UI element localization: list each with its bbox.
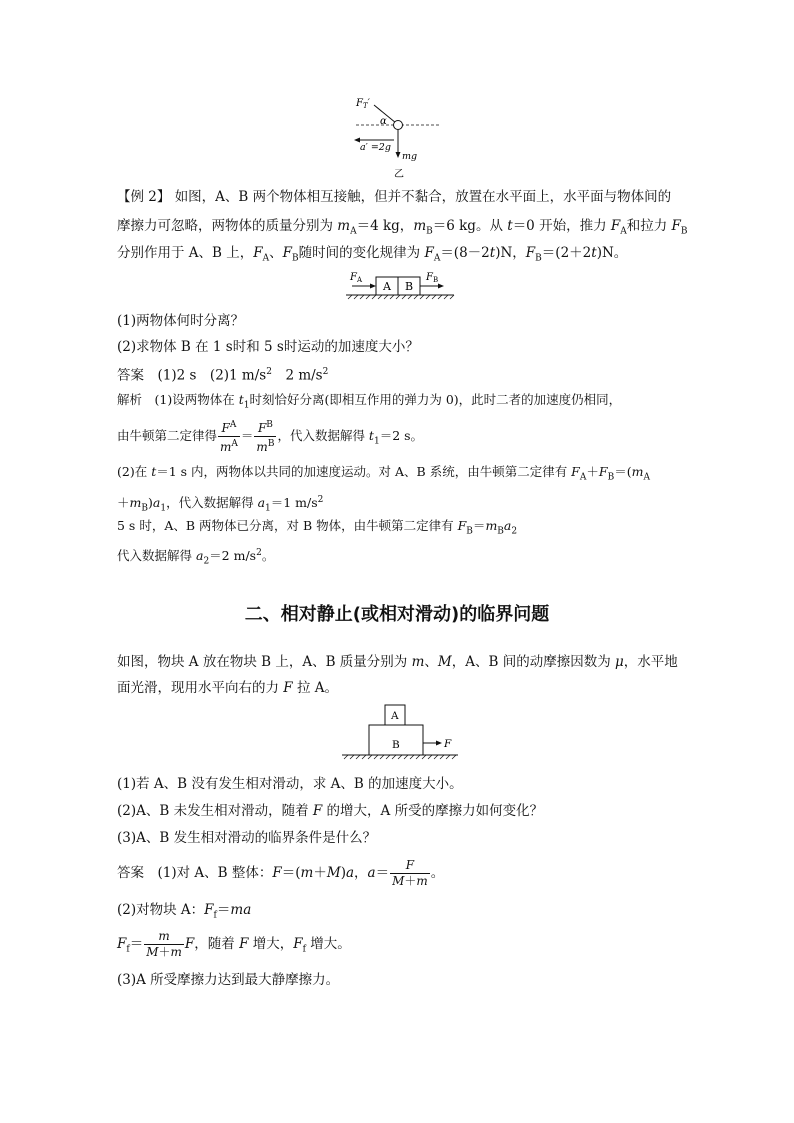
section-title: 二、相对静止(或相对滑动)的临界问题	[244, 604, 550, 625]
answer-2-line4: (3)A 所受摩擦力达到最大静摩擦力。	[117, 972, 340, 988]
analysis-line6: 代入数据解得 $a_2=2$ $m/s^2$。	[117, 548, 275, 567]
accel-label: a′ =2g	[360, 142, 391, 153]
question-1: (1)两物体何时分离？	[117, 313, 245, 329]
fraction-fb-mb: $\frac{F^B}{m^B}$	[256, 420, 275, 454]
block-b-label: B	[405, 280, 414, 293]
intro-line2: 面光滑，现用水平向右的力 F 拉 A。	[117, 680, 339, 696]
fb-label: $F_B$	[426, 272, 439, 284]
stack-b-label: B	[392, 739, 400, 751]
example2-line1: 【例 2】 如图，A、B 两个物体相互接触，但并不黏合，放置在水平面上，水平面与物体间的	[117, 189, 672, 205]
alpha-label: α	[380, 116, 387, 127]
stack-f-arrowhead	[436, 741, 442, 746]
analysis-label: 解析	[117, 392, 143, 407]
analysis-line2: 由牛顿第二定律得 $\frac{F^A}{m^A}$ ＝ $\frac{F^B}{m^B}$ ，代入数据解得 $t_1=2$ s。	[117, 420, 424, 454]
analysis-line1: 解析 (1)设两物体在 $t_1$时刻恰好分离(即相互作用的弹力为 0)，此时二者的加速度仍相同，	[117, 392, 622, 411]
analysis-line4: $+m_B)a_1$，代入数据解得 $a_1=1$ $m/s^2$	[117, 495, 324, 514]
stack-ground-hatch	[344, 755, 456, 759]
fraction-f-mm: $\frac{F}{M+m}$	[392, 858, 428, 888]
analysis-line3: (2)在 t＝1 s 内，两物体以共同的加速度运动。对 A、B 系统，由牛顿第二定律有 $F_A+F_B=(m_A$	[117, 464, 650, 483]
example2-line3: 分别作用于 A、B 上，$F_A$、$F_B$随时间的变化规律为 $F_A=(8-2t)N$，$F_B=(2+2t)N$。	[117, 245, 628, 264]
analysis-line5: 5 s 时，A、B 两物体已分离，对 B 物体，由牛顿第二定律有 $F_B=m_Ba_2$	[117, 518, 518, 537]
block-a-label: A	[383, 280, 391, 293]
ball	[394, 121, 403, 130]
answer-2-line3: $F_f=$ $\frac{m}{M+m}$ F，随着 F 增大，$F_f$ 增大。	[117, 929, 351, 959]
ground-hatch	[348, 295, 454, 299]
question-b3: (3)A、B 发生相对滑动的临界条件是什么？	[117, 830, 377, 846]
figure-ab	[340, 268, 460, 302]
answer-1: 答案 (1)2 s (2)1 $m/s^2$ 2 $m/s^2$	[117, 367, 329, 384]
answer2-label: 答案	[117, 865, 144, 881]
gravity-arrowhead	[396, 152, 401, 158]
example2-line2: 摩擦力可忽略，两物体的质量分别为 $m_A=4$ kg，$m_B=6$ kg。从 t＝0 开始，推力 $F_A$和拉力 $F_B$	[117, 218, 688, 237]
intro-line1: 如图，物块 A 放在物块 B 上，A、B 质量分别为 m、M，A、B 间的动摩擦因数为 μ，水平地	[117, 654, 678, 670]
question-b1: (1)若 A、B 没有发生相对滑动，求 A、B 的加速度大小。	[117, 776, 463, 792]
fb-arrowhead	[438, 284, 444, 289]
fraction-m-mm: $\frac{m}{M+m}$	[146, 929, 182, 959]
fraction-fa-ma: $\frac{F^A}{m^A}$	[220, 420, 238, 454]
figure-stack	[338, 702, 462, 764]
ft-label: $F_T'$	[356, 98, 370, 110]
figure-yi	[340, 92, 460, 182]
question-b2: (2)A、B 未发生相对滑动，随着 F 的增大，A 所受的摩擦力如何变化？	[117, 803, 544, 819]
fa-label: $F_A$	[350, 272, 363, 284]
stack-f-label: F	[444, 738, 452, 750]
answer-2-line2: (2)对物块 A：$F_f=ma$	[117, 902, 252, 921]
question-2: (2)求物体 B 在 1 s时和 5 s时运动的加速度大小？	[117, 339, 419, 355]
answer-2-line1: 答案 (1)对 A、B 整体：F＝(m＋M)a，a＝ $\frac{F}{M+m}$ 。	[117, 858, 445, 888]
stack-a-label: A	[391, 710, 399, 722]
answer-label: 答案	[117, 367, 144, 384]
fa-arrowhead	[370, 284, 376, 289]
caption-yi: 乙	[394, 169, 404, 180]
mg-label: mg	[402, 151, 418, 162]
example-tag: 【例 2】	[117, 189, 171, 205]
